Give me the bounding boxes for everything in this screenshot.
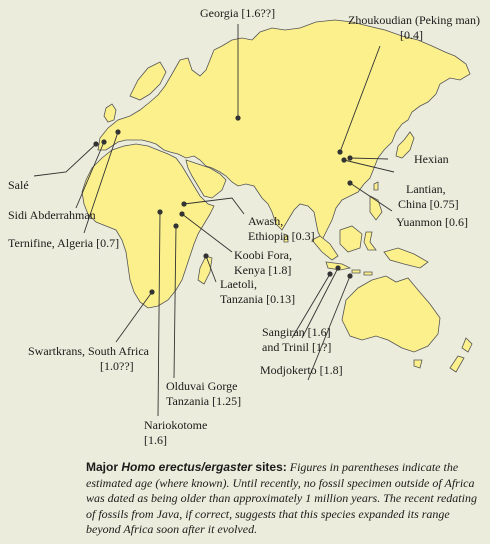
label-ternifine <box>8 236 119 250</box>
label-awash-line2: Ethiopia [0.3] <box>248 229 315 243</box>
site-dot-yuanmon <box>347 180 352 185</box>
label-nariokotome-line2: [1.6] <box>144 433 167 447</box>
site-dot-olduvai <box>173 223 178 228</box>
label-yuanmon-line1: Yuanmon [0.6] <box>396 215 468 229</box>
label-olduvai-line2: Tanzania [1.25] <box>166 394 242 408</box>
caption-title-suffix: sites: <box>252 460 287 474</box>
label-koobi-line1: Koobi Fora, <box>234 248 292 262</box>
label-awash-line1: Awash, <box>248 214 284 228</box>
site-dot-georgia <box>235 115 240 120</box>
label-swartkrans <box>28 344 152 373</box>
leader-swartkrans <box>116 292 152 342</box>
label-georgia <box>200 6 275 20</box>
label-hexian-line1: Hexian <box>414 152 449 166</box>
site-dot-ternifine <box>115 129 120 134</box>
landmass-tasmania <box>414 360 422 368</box>
label-sangiran-line1: Sangiran [1.6] <box>262 325 331 339</box>
landmasses <box>82 20 472 372</box>
label-laetoli <box>220 277 295 306</box>
label-awash <box>248 214 315 243</box>
label-zhoukoudian-line2: [0.4] <box>400 28 423 42</box>
leader-sale <box>34 144 96 176</box>
site-dot-lantian <box>341 157 346 162</box>
caption-title-prefix: Major <box>86 460 122 474</box>
label-yuanmon <box>396 215 468 229</box>
label-lantian <box>398 182 459 211</box>
figure-caption <box>86 460 482 538</box>
landmass-sumatra <box>312 236 338 260</box>
label-sidi-line1: Sidi Abderrahman <box>8 208 96 222</box>
site-dot-modjokerto <box>347 273 352 278</box>
label-lantian-line1: Lantian, <box>406 182 446 196</box>
landmass-sulawesi <box>364 232 376 250</box>
label-ternifine-line1: Ternifine, Algeria [0.7] <box>8 236 120 250</box>
site-dot-sangiran <box>327 271 332 276</box>
landmass-new-guinea <box>384 248 428 268</box>
landmass-new-zealand <box>450 338 472 372</box>
landmass-taiwan <box>374 182 378 190</box>
landmass-philippines <box>370 196 382 220</box>
site-dot-nariokotome <box>157 209 162 214</box>
label-sangiran-line2: and Trinil [1?] <box>262 340 332 354</box>
label-hexian <box>414 152 449 166</box>
site-dot-awash <box>181 201 186 206</box>
caption-title <box>86 460 287 474</box>
landmass-britain <box>104 104 116 122</box>
site-dot-swartkrans <box>149 289 154 294</box>
site-dot-koobi <box>179 211 184 216</box>
caption-title-species: Homo erectus/ergaster <box>121 460 253 474</box>
landmass-borneo <box>340 226 362 252</box>
label-lantian-line2: China [0.75] <box>398 197 459 211</box>
label-swartkrans-line1: Swartkrans, South Africa <box>28 344 149 358</box>
site-dot-trinil <box>335 265 340 270</box>
label-modjokerto-line1: Modjokerto [1.8] <box>260 363 343 377</box>
label-sale-line1: Salé <box>8 178 29 192</box>
label-zhoukoudian-line1: Zhoukoudian (Peking man) <box>348 13 480 27</box>
label-laetoli-line2: Tanzania [0.13] <box>220 292 296 306</box>
caption-body: Figures in parentheses indicate the estimated age (where known). Until recently, no fossil specimen outside of Africa was dated as being older than approximately 1 million years. The recent redating of fossils from Java, if correct, suggests that this species expanded its range beyond Africa soon after it evolved. <box>86 460 477 536</box>
site-dot-laetoli <box>203 253 208 258</box>
label-laetoli-line1: Laetoli, <box>220 277 257 291</box>
site-dot-hexian <box>347 155 352 160</box>
landmass-australia <box>342 276 440 352</box>
label-sangiran <box>262 325 334 354</box>
label-nariokotome-line1: Nariokotome <box>144 418 208 432</box>
label-sale <box>8 178 29 192</box>
landmass-japan <box>396 132 414 158</box>
label-olduvai-line1: Olduvai Gorge <box>166 379 238 393</box>
label-koobi <box>234 248 295 277</box>
site-dot-zhoukoudian <box>337 149 342 154</box>
site-dot-sidi <box>101 139 106 144</box>
landmass-lesser-sunda <box>352 270 372 275</box>
label-modjokerto <box>260 363 343 377</box>
label-olduvai <box>166 379 241 408</box>
landmass-madagascar <box>198 256 212 284</box>
label-swartkrans-line2: [1.0??] <box>100 359 134 373</box>
label-sidi <box>8 208 96 222</box>
label-nariokotome <box>144 418 210 447</box>
label-georgia-line1: Georgia [1.6??] <box>200 6 276 20</box>
site-dot-sale <box>93 141 98 146</box>
label-koobi-line2: Kenya [1.8] <box>234 263 292 277</box>
